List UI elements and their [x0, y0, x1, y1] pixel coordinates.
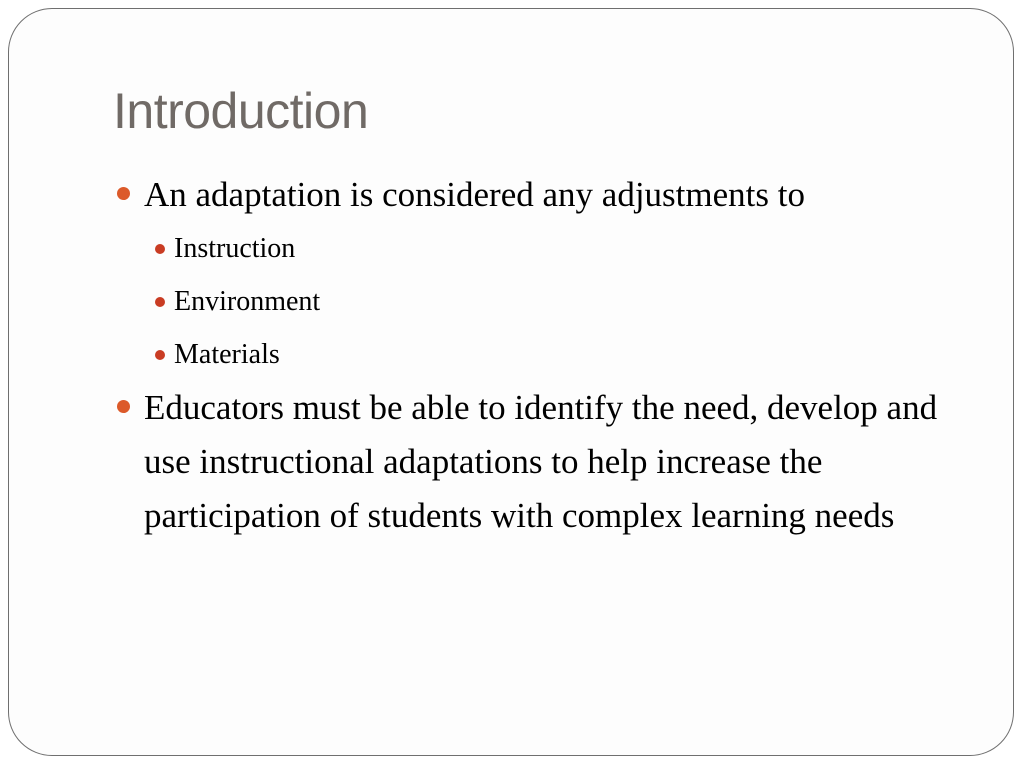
bullet-item: [116, 168, 956, 222]
bullet-item: [116, 381, 956, 543]
sub-bullet-item: [116, 275, 956, 328]
sub-bullet-dot-icon: [155, 244, 165, 254]
slide-title: Introduction: [113, 83, 369, 139]
bullet-dot-icon: [117, 400, 130, 413]
bullet-text: An adaptation is considered any adjustments to: [144, 175, 805, 214]
sub-bullet-text: Instruction: [174, 233, 296, 264]
sub-bullet-item: [116, 222, 956, 275]
sub-bullet-item: [116, 328, 956, 381]
sub-bullet-dot-icon: [155, 297, 165, 307]
sub-bullet-text: Environment: [174, 286, 321, 317]
bullet-list: [116, 168, 956, 543]
bullet-dot-icon: [117, 187, 130, 200]
sub-bullet-text: Materials: [174, 339, 280, 370]
bullet-text: Educators must be able to identify the need, develop and use instructional adaptations to help increase the participation of students with complex learning needs: [144, 388, 938, 535]
sub-bullet-dot-icon: [155, 350, 165, 360]
